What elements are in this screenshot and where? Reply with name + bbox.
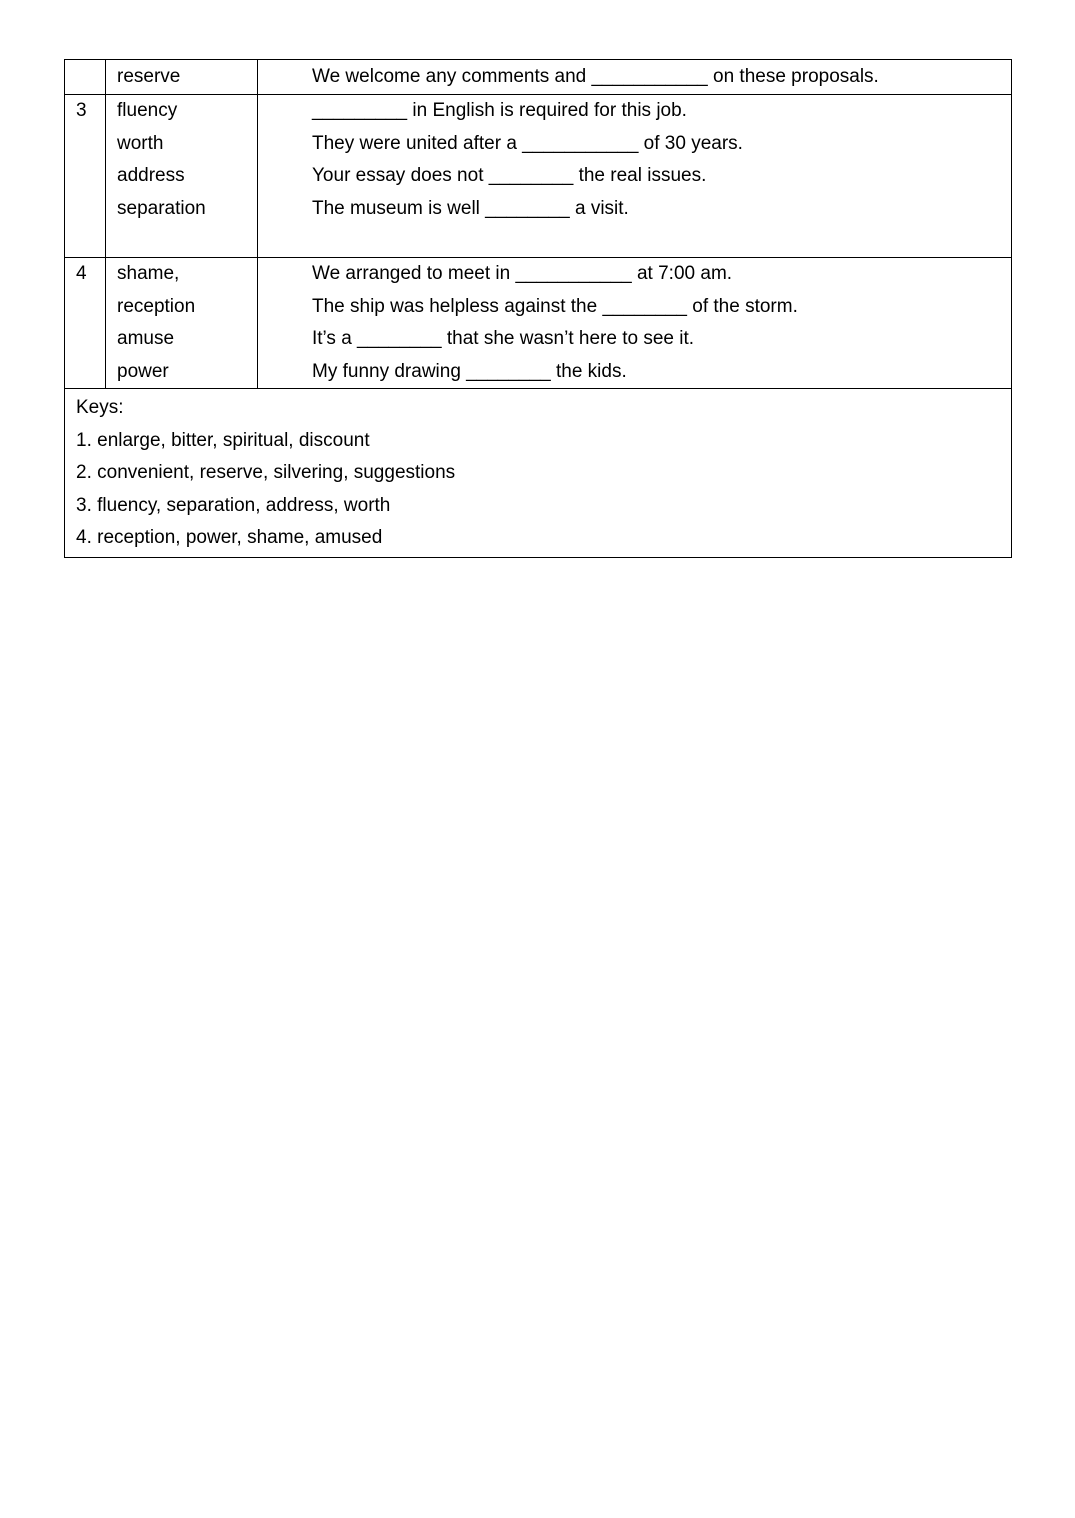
answer-keys [65,389,1012,558]
key-line: 2. convenient, reserve, silvering, suggestions [76,462,456,483]
key-line: 4. reception, power, shame, amused [76,527,383,548]
word-item: shame, [117,263,180,284]
word-list [106,60,258,95]
sentence-item: My funny drawing ________ the kids. [312,360,627,382]
word-item: separation [117,197,206,219]
row-number [65,60,106,95]
sentence-item: We arranged to meet in ___________ at 7:00 am. [312,263,733,284]
row-number: 3 [65,95,106,258]
keys-heading: Keys: [76,397,124,418]
word-item: reception [117,295,196,317]
sentence-item: The ship was helpless against the ________ of the storm. [312,295,798,317]
sentence-list [258,60,1012,95]
exercise-row-3 [65,95,1012,258]
exercise-row-4 [65,258,1012,389]
sentence-item: Your essay does not ________ the real issues. [312,165,707,186]
vocabulary-exercise-table [64,59,1012,558]
word-item: power [117,360,169,382]
answer-keys-row [65,389,1012,558]
sentence-item: It’s a ________ that she wasn’t here to see it. [312,328,695,349]
sentence-item: They were united after a ___________ of 30 years. [312,132,743,154]
exercise-row-continued [65,60,1012,95]
word-item: address [117,165,185,186]
row-number: 4 [65,258,106,389]
word-list [106,95,258,258]
word-item: reserve [117,66,181,87]
sentence-item: _________ in English is required for this job. [312,100,687,121]
sentence-item: We welcome any comments and ___________ on these proposals. [312,66,879,87]
sentence-list [258,95,1012,258]
sentence-item: The museum is well ________ a visit. [312,197,629,219]
sentence-list [258,258,1012,389]
word-list [106,258,258,389]
word-item: worth [117,132,164,154]
key-line: 1. enlarge, bitter, spiritual, discount [76,429,370,451]
word-item: fluency [117,100,178,121]
word-item: amuse [117,328,175,349]
key-line: 3. fluency, separation, address, worth [76,494,391,516]
